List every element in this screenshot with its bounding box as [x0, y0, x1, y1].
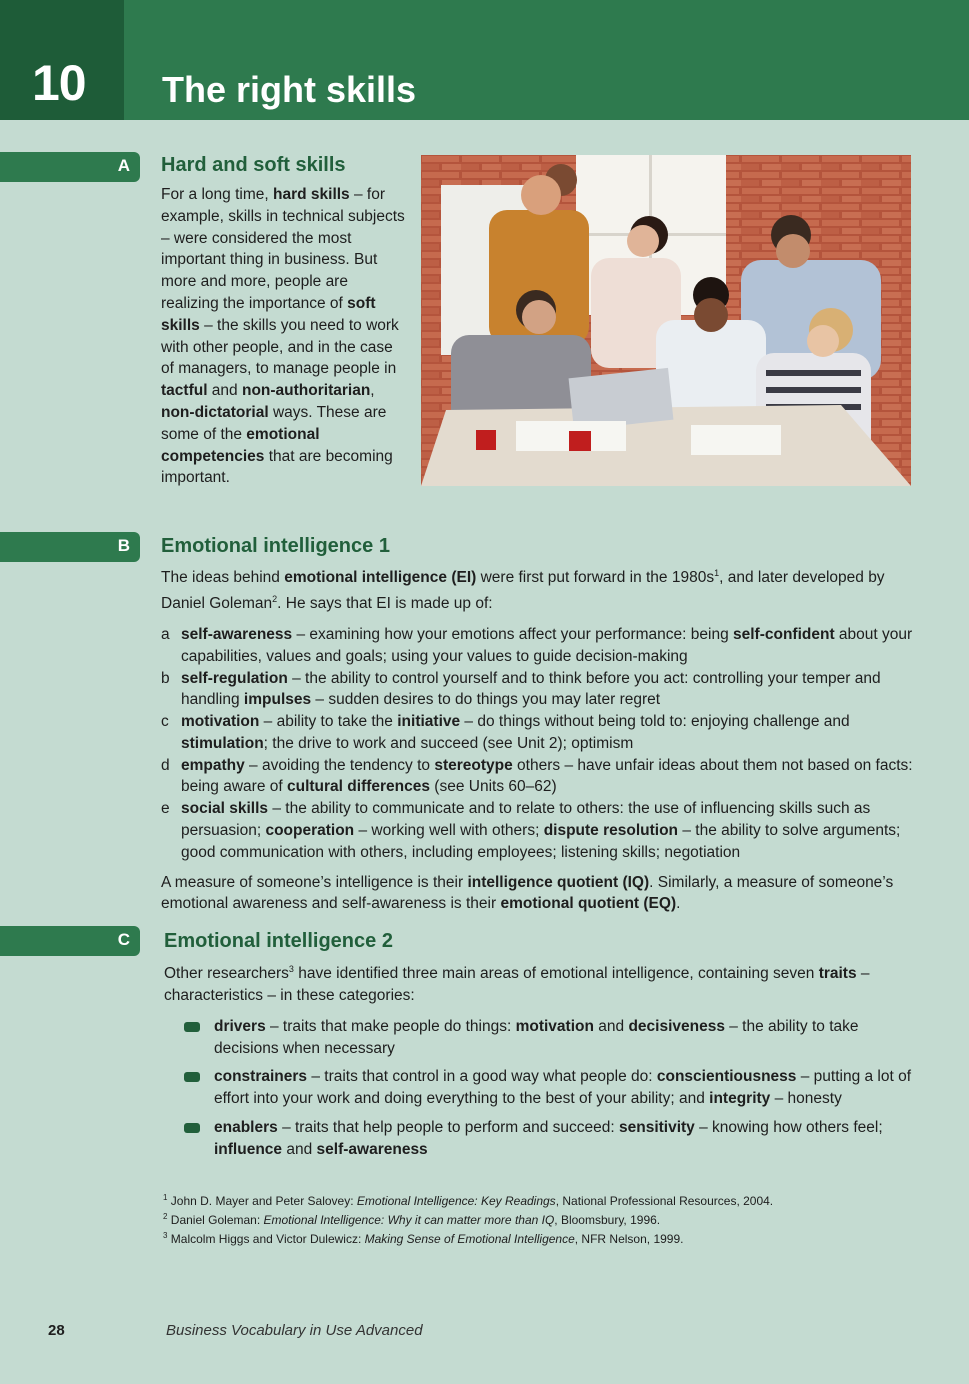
- unit-number: 10: [32, 55, 86, 111]
- list-item: constrainers – traits that control in a good way what people do: conscientiousness – putting a lot of effort into your work and doing everything to the best of your ability; and integrity – honesty: [184, 1066, 921, 1110]
- ei-list: [161, 624, 921, 864]
- bullet-icon: [184, 1072, 200, 1082]
- unit-header: [0, 0, 969, 120]
- unit-number-box: [0, 0, 124, 120]
- bullet-icon: [184, 1123, 200, 1133]
- section-b-tab: [0, 532, 140, 562]
- traits-list: [184, 1016, 921, 1161]
- section-b-heading: Emotional intelligence 1: [161, 535, 390, 557]
- section-c-tab: [0, 926, 140, 956]
- list-item: d empathy – avoiding the tendency to stereotype others – have unfair ideas about them not based on facts: being aware of cultural differences (see Units 60–62): [161, 756, 913, 796]
- section-c-text: [164, 959, 921, 1168]
- section-a-text: For a long time, hard skills – for example, skills in technical subjects – were considered the most important thing in business. But more and more, people are realizing the importance of soft skills – the skills you need to work with other people, and in the case of managers, to manage people in tactful and non-authoritarian, non-dictatorial ways. These are some of the emotional competencies that are becoming important.: [161, 186, 405, 487]
- unit-title: The right skills: [162, 69, 417, 110]
- book-title: Business Vocabulary in Use Advanced: [166, 1322, 423, 1339]
- page-number: 28: [48, 1322, 65, 1339]
- section-letter: A: [117, 156, 130, 175]
- section-c-intro: Other researchers$^3$ have identified three main areas of emotional intelligence, containing seven traits – characteristics – in these categories:: [164, 964, 870, 1004]
- section-b-outro: A measure of someone’s intelligence is their intelligence quotient (IQ). Similarly, a measure of someone’s emotional awareness and self-awareness is their emotional quotient (EQ).: [161, 873, 894, 913]
- section-letter: C: [117, 930, 130, 949]
- section-a-heading: Hard and soft skills: [161, 154, 346, 176]
- list-item: b self-regulation – the ability to control yourself and to think before you act: controlling your temper and handling impulses – sudden desires to do things you may later regret: [161, 669, 881, 709]
- footnote: $^3$ Malcolm Higgs and Victor Dulewicz: Making Sense of Emotional Intelligence, NFR Nelson, 1999.: [163, 1231, 684, 1246]
- list-item: a self-awareness – examining how your emotions affect your performance: being self-confident about your capabilities, values and goals; using your values to guide decision-making: [161, 625, 913, 665]
- list-item: c motivation – ability to take the initiative – do things without being told to: enjoying challenge and stimulation; the drive to work and succeed (see Unit 2); optimism: [161, 713, 850, 752]
- footnote: $^1$ John D. Mayer and Peter Salovey: Emotional Intelligence: Key Readings, National Professional Resources, 2004.: [163, 1193, 774, 1208]
- list-item: enablers – traits that help people to perform and succeed: sensitivity – knowing how others feel; influence and self-awareness: [184, 1117, 921, 1161]
- section-b-text: [161, 563, 921, 915]
- section-c-heading: Emotional intelligence 2: [164, 930, 393, 952]
- section-a-tab: [0, 152, 140, 182]
- section-b-intro: The ideas behind emotional intelligence (EI) were first put forward in the $1980s^1$, and later developed by Daniel Goleman$^2$. He says that EI is made up of:: [161, 568, 885, 613]
- section-letter: B: [117, 536, 130, 555]
- team-meeting-photo: [421, 155, 911, 486]
- bullet-icon: [184, 1022, 200, 1032]
- list-item: drivers – traits that make people do things: motivation and decisiveness – the ability to take decisions when necessary: [184, 1016, 921, 1060]
- photo-illustration: [421, 155, 911, 486]
- footnote: $^2$ Daniel Goleman: Emotional Intelligence: Why it can matter more than IQ, Bloomsbury, 1996.: [163, 1212, 661, 1227]
- list-item: e social skills – the ability to communicate and to relate to others: the use of influencing skills such as persuasion; cooperation – working well with others; dispute resolution – the ability to solve arguments; good communication with others, including employees; listening skills; negotiation: [161, 800, 901, 861]
